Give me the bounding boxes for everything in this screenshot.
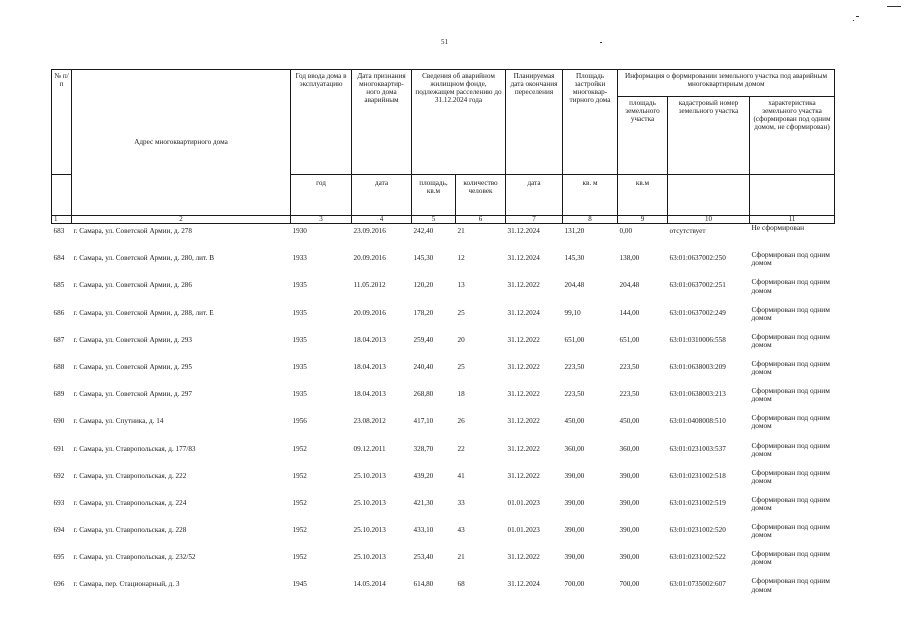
row-year: 1930 <box>292 227 307 235</box>
scan-mark <box>600 42 602 43</box>
unit-sqm: кв. м <box>563 175 618 216</box>
row-cadastral-number: 63:01:0231003:537 <box>669 444 726 453</box>
table-row <box>52 577 835 604</box>
row-number: 693 <box>53 498 65 507</box>
row-building-area: 99,10 <box>564 308 581 317</box>
row-land-area: 138,00 <box>619 254 640 263</box>
col-number: 4 <box>352 216 412 224</box>
row-address: г. Самара, ул. Советской Армии, д. 288, лит. Е <box>73 308 214 317</box>
col-date-emergency-header: Дата признания многоквартир-ного дома аварийным <box>352 70 412 175</box>
row-people: 25 <box>457 308 465 317</box>
table-row <box>52 333 835 360</box>
row-area: 421,30 <box>413 498 434 507</box>
row-cadastral-number: 63:01:0231002:519 <box>669 498 726 507</box>
row-cadastral-number: 63:01:0637002:251 <box>669 281 726 290</box>
col-number: 3 <box>291 216 352 224</box>
row-land-status: Сформирован под одним домом <box>751 386 830 404</box>
table-row <box>52 469 835 496</box>
col-planned-date-header: Планируемая дата окончания переселения <box>506 70 563 175</box>
row-date: 18.04.2013 <box>353 390 386 399</box>
row-land-status: Сформирован под одним домом <box>751 576 830 594</box>
row-people: 21 <box>457 553 465 562</box>
col-number: 9 <box>618 216 668 224</box>
row-year: 1952 <box>292 553 307 562</box>
col-land-area-header: площадь земельного участка <box>618 97 668 175</box>
row-planned-date: 31.12.2022 <box>507 471 540 480</box>
row-people: 20 <box>457 335 465 344</box>
row-address: г. Самара, ул. Ставропольская, д. 232/52 <box>73 553 196 562</box>
row-year: 1935 <box>292 281 307 290</box>
row-planned-date: 31.12.2024 <box>507 227 540 235</box>
unit-empty <box>750 175 835 216</box>
unit-people: количество человек <box>456 175 506 216</box>
row-land-status: Сформирован под одним домом <box>751 467 830 485</box>
row-year: 1935 <box>292 362 307 371</box>
row-number: 696 <box>53 580 65 589</box>
row-date: 23.08.2012 <box>353 417 386 426</box>
row-number: 690 <box>53 417 65 426</box>
table-row <box>52 251 835 278</box>
table-row <box>52 442 835 469</box>
row-address: г. Самара, ул. Советской Армии, д. 297 <box>73 390 192 399</box>
row-planned-date: 31.12.2024 <box>507 254 540 263</box>
row-cadastral-number: 63:01:0638003:209 <box>669 362 726 371</box>
row-date: 25.10.2013 <box>353 526 386 535</box>
col-number: 1 <box>52 216 72 224</box>
row-land-status: Сформирован под одним домом <box>751 549 830 567</box>
col-no-header: № п/п <box>52 70 72 175</box>
row-date: 09.12.2011 <box>353 444 386 453</box>
row-people: 68 <box>457 580 465 589</box>
row-year: 1956 <box>292 417 307 426</box>
row-address: г. Самара, ул. Советской Армии, д. 293 <box>73 335 192 344</box>
page-number: 51 <box>441 38 448 46</box>
row-building-area: 450,00 <box>564 417 585 426</box>
row-planned-date: 31.12.2024 <box>507 308 540 317</box>
row-cadastral-number: 63:01:0310006:558 <box>669 335 726 344</box>
row-area: 417,10 <box>413 417 434 426</box>
row-area: 614,80 <box>413 580 434 589</box>
row-date: 25.10.2013 <box>353 553 386 562</box>
table-row <box>52 414 835 441</box>
row-people: 41 <box>457 471 465 480</box>
row-year: 1945 <box>292 580 307 589</box>
row-number: 689 <box>53 390 65 399</box>
row-date: 18.04.2013 <box>353 335 386 344</box>
row-land-area: 390,00 <box>619 526 640 535</box>
row-building-area: 145,30 <box>564 254 585 263</box>
row-land-area: 0,00 <box>619 227 633 235</box>
row-date: 14.05.2014 <box>353 580 386 589</box>
row-date: 18.04.2013 <box>353 362 386 371</box>
row-cadastral-number: 63:01:0637002:249 <box>669 308 726 317</box>
row-address: г. Самара, ул. Ставропольская, д. 222 <box>73 471 187 480</box>
row-building-area: 131,20 <box>564 227 585 235</box>
row-date: 25.10.2013 <box>353 471 386 480</box>
unit-empty <box>52 175 72 216</box>
row-planned-date: 31.12.2022 <box>507 335 540 344</box>
row-year: 1952 <box>292 498 307 507</box>
row-year: 1935 <box>292 390 307 399</box>
table-row <box>52 306 835 333</box>
row-people: 22 <box>457 444 465 453</box>
row-people: 25 <box>457 362 465 371</box>
col-characteristic-header: характеристика земельного участка (сформирован под одним домом, не сформирован) <box>750 97 835 175</box>
row-address: г. Самара, ул. Ставропольская, д. 224 <box>73 498 187 507</box>
col-number: 7 <box>506 216 563 224</box>
row-land-area: 390,00 <box>619 553 640 562</box>
row-building-area: 651,00 <box>564 335 585 344</box>
row-area: 268,80 <box>413 390 434 399</box>
row-building-area: 204,48 <box>564 281 585 290</box>
row-land-area: 651,00 <box>619 335 640 344</box>
row-building-area: 390,00 <box>564 553 585 562</box>
row-address: г. Самара, ул. Ставропольская, д. 228 <box>73 526 187 535</box>
table-row <box>52 278 835 305</box>
row-number: 683 <box>53 227 65 235</box>
row-area: 145,30 <box>413 254 434 263</box>
row-number: 688 <box>53 362 65 371</box>
row-cadastral-number: отсутствует <box>669 227 706 235</box>
row-date: 20.09.2016 <box>353 308 386 317</box>
col-cadastral-header: кадастровый номер земельного участка <box>668 97 750 175</box>
row-number: 684 <box>53 254 65 263</box>
row-planned-date: 01.01.2023 <box>507 498 540 507</box>
row-land-status: Сформирован под одним домом <box>751 250 830 268</box>
row-people: 21 <box>457 227 465 235</box>
row-land-area: 700,00 <box>619 580 640 589</box>
row-area: 242,40 <box>413 227 434 235</box>
row-area: 433,10 <box>413 526 434 535</box>
row-number: 687 <box>53 335 65 344</box>
row-building-area: 360,00 <box>564 444 585 453</box>
col-number: 8 <box>563 216 618 224</box>
unit-date2: дата <box>506 175 563 216</box>
row-building-area: 223,50 <box>564 390 585 399</box>
row-number: 695 <box>53 553 65 562</box>
row-cadastral-number: 63:01:0231002:520 <box>669 526 726 535</box>
row-planned-date: 31.12.2022 <box>507 444 540 453</box>
col-year-header: Год ввода дома в эксплуатацию <box>291 70 352 175</box>
row-year: 1952 <box>292 526 307 535</box>
row-people: 18 <box>457 390 465 399</box>
row-number: 686 <box>53 308 65 317</box>
row-date: 11.05.2012 <box>353 281 386 290</box>
row-land-area: 360,00 <box>619 444 640 453</box>
row-address: г. Самара, пер. Стационарный, д. 3 <box>73 580 180 589</box>
row-building-area: 390,00 <box>564 526 585 535</box>
row-address: г. Самара, ул. Советской Армии, д. 286 <box>73 281 192 290</box>
row-land-status: Сформирован под одним домом <box>751 440 830 458</box>
row-land-area: 390,00 <box>619 471 640 480</box>
row-cadastral-number: 63:01:0637002:250 <box>669 254 726 263</box>
row-building-area: 700,00 <box>564 580 585 589</box>
row-area: 253,40 <box>413 553 434 562</box>
group-land-header: Информация о формировании земельного участка под аварийным многоквартирным домом <box>618 70 835 97</box>
row-address: г. Самара, ул. Советской Армии, д. 280, лит. В <box>73 254 215 263</box>
unit-empty <box>668 175 750 216</box>
row-people: 43 <box>457 526 465 535</box>
row-land-status: Сформирован под одним домом <box>751 494 830 513</box>
table-row <box>52 496 835 523</box>
row-address: г. Самара, ул. Советской Армии, д. 278 <box>73 227 192 235</box>
row-date: 23.09.2016 <box>353 227 386 235</box>
row-cadastral-number: 63:01:0638003:213 <box>669 390 726 399</box>
row-number: 694 <box>53 526 65 535</box>
table-row <box>52 360 835 387</box>
row-number: 691 <box>53 444 65 453</box>
row-area: 240,40 <box>413 362 434 371</box>
row-address: г. Самара, ул. Ставропольская, д. 177/83 <box>73 444 196 453</box>
scan-mark <box>856 16 859 17</box>
row-people: 26 <box>457 417 465 426</box>
row-cadastral-number: 63:01:0231002:522 <box>669 553 726 562</box>
row-land-area: 204,48 <box>619 281 640 290</box>
row-people: 33 <box>457 498 465 507</box>
table-row <box>52 224 835 252</box>
col-number: 6 <box>456 216 506 224</box>
row-land-area: 223,50 <box>619 390 640 399</box>
col-number: 2 <box>72 216 291 224</box>
row-land-status: Сформирован под одним домом <box>751 304 830 322</box>
row-planned-date: 31.12.2022 <box>507 417 540 426</box>
row-building-area: 223,50 <box>564 362 585 371</box>
row-year: 1952 <box>292 444 307 453</box>
row-area: 120,20 <box>413 281 434 290</box>
row-planned-date: 31.12.2022 <box>507 390 540 399</box>
scan-mark <box>853 20 854 21</box>
row-land-area: 390,00 <box>619 498 640 507</box>
row-date: 20.09.2016 <box>353 254 386 263</box>
unit-year: год <box>291 175 352 216</box>
row-address: г. Самара, ул. Советской Армии, д. 295 <box>73 362 192 371</box>
row-building-area: 390,00 <box>564 471 585 480</box>
unit-sqm2: кв.м <box>618 175 668 216</box>
unit-area: площадь, кв.м <box>412 175 456 216</box>
row-address: г. Самара, ул. Спутника, д. 14 <box>73 417 164 426</box>
col-address-header: Адрес многоквартирного дома <box>72 70 291 216</box>
table-row <box>52 550 835 577</box>
col-number: 11 <box>750 216 835 224</box>
row-planned-date: 31.12.2022 <box>507 281 540 290</box>
row-cadastral-number: 63:01:0735002:607 <box>669 580 726 589</box>
row-land-status: Не сформирован <box>751 223 805 232</box>
row-cadastral-number: 63:01:0408008:510 <box>669 417 726 426</box>
row-planned-date: 31.12.2022 <box>507 553 540 562</box>
col-number: 10 <box>668 216 750 224</box>
row-land-status: Сформирован под одним домом <box>751 277 830 295</box>
row-year: 1933 <box>292 254 307 263</box>
row-land-status: Сформирован под одним домом <box>751 522 830 540</box>
row-land-status: Сформирован под одним домом <box>751 331 830 349</box>
col-number: 5 <box>412 216 456 224</box>
row-number: 692 <box>53 471 65 480</box>
row-year: 1952 <box>292 471 307 480</box>
row-area: 259,40 <box>413 335 434 344</box>
row-planned-date: 31.12.2024 <box>507 580 540 589</box>
row-number: 685 <box>53 281 65 290</box>
row-area: 439,20 <box>413 471 434 480</box>
row-land-status: Сформирован под одним домом <box>751 413 830 431</box>
row-date: 25.10.2013 <box>353 498 386 507</box>
row-building-area: 390,00 <box>564 498 585 507</box>
row-year: 1935 <box>292 308 307 317</box>
column-numbers-row <box>52 216 835 224</box>
table-row <box>52 523 835 550</box>
header-row <box>52 70 835 97</box>
row-year: 1935 <box>292 335 307 344</box>
row-area: 328,70 <box>413 444 434 453</box>
col-area-building-header: Площадь застройки многоквар-тирного дома <box>563 70 618 175</box>
row-people: 13 <box>457 281 465 290</box>
housing-register-table <box>51 69 835 605</box>
table-body <box>52 224 835 605</box>
row-planned-date: 31.12.2022 <box>507 362 540 371</box>
scan-mark <box>887 6 901 7</box>
row-cadastral-number: 63:01:0231002:518 <box>669 471 726 480</box>
group-info-header: Сведения об аварийном жилищном фонде, подлежащем расселению до 31.12.2024 года <box>412 70 506 175</box>
row-area: 178,20 <box>413 308 434 317</box>
row-land-area: 223,50 <box>619 362 640 371</box>
unit-date: дата <box>352 175 412 216</box>
row-land-area: 144,00 <box>619 308 640 317</box>
table-row <box>52 387 835 414</box>
row-people: 12 <box>457 254 465 263</box>
row-land-area: 450,00 <box>619 417 640 426</box>
row-land-status: Сформирован под одним домом <box>751 358 830 377</box>
row-planned-date: 01.01.2023 <box>507 526 540 535</box>
